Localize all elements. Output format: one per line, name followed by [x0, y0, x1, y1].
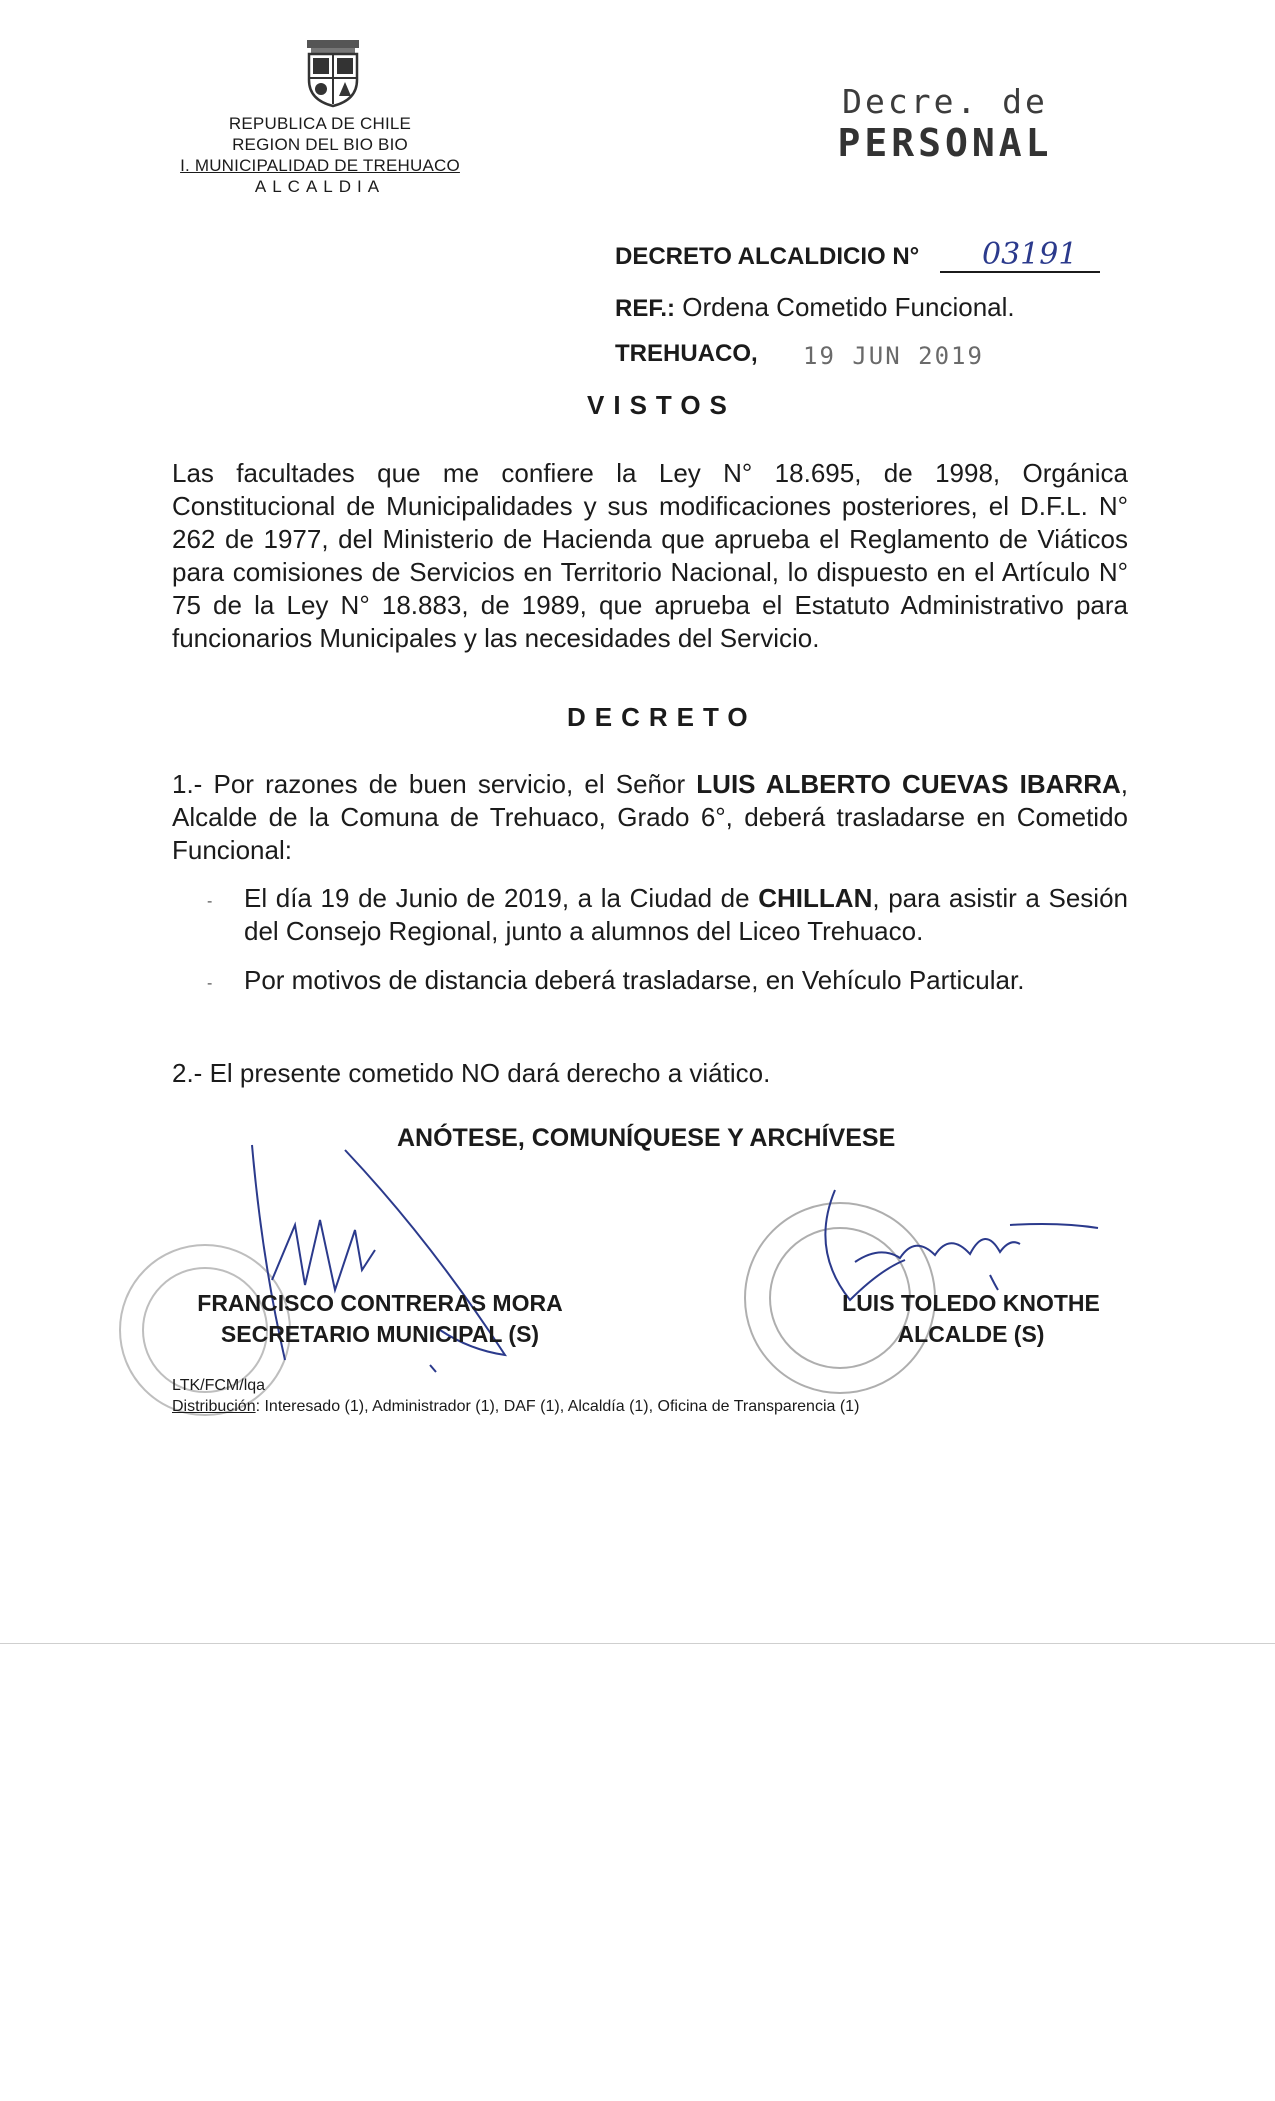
- date-stamp: 19 JUN 2019: [803, 342, 984, 370]
- distribution-line: [172, 1398, 859, 1416]
- decree-item-1: [172, 768, 1128, 867]
- secretary-name: FRANCISCO CONTRERAS MORA: [197, 1290, 563, 1316]
- author-initials: LTK/FCM/lqa: [172, 1377, 266, 1394]
- destination-city: CHILLAN: [758, 883, 873, 913]
- mayor-signature-block: [770, 1288, 1110, 1350]
- bullet-marker: -: [207, 975, 213, 992]
- vistos-paragraph: Las facultades que me confiere la Ley N° 18.695, de 1998, Orgánica Constitucional de Municipalidades y sus modificaciones posteriores, el D.F.L. N° 262 de 1977, del Ministerio de Hacienda que aprueba el Reglamento de Viáticos para comisiones de Servicios en Territorio Nacional, lo dispuesto en el Artículo N° 75 de la Ley N° 18.883, de 1989, que aprueba el Estatuto Administrativo para funcionarios Municipales y las necesidades del Servicio.: [172, 458, 1128, 653]
- bullet-marker: -: [207, 893, 213, 910]
- vistos-heading: VISTOS: [587, 390, 736, 420]
- blank-page-area: [0, 1643, 1275, 2101]
- distribution-label: Distribución: [172, 1398, 256, 1415]
- item1-suffix: , Alcalde de la Comuna de Trehuaco, Grado 6°, deberá trasladarse en Cometido Funcional:: [172, 769, 1128, 865]
- bullet1-suffix: , para asistir a Sesión del Consejo Regional, junto a alumnos del Liceo Trehuaco.: [244, 883, 1128, 946]
- header-municipality: I. MUNICIPALIDAD DE TREHUACO: [180, 156, 460, 175]
- decree-place: TREHUACO,: [615, 340, 758, 367]
- item1-prefix: 1.- Por razones de buen servicio, el Señor: [172, 769, 697, 799]
- institution-header: [160, 113, 480, 197]
- decree-type-stamp: [790, 82, 1100, 165]
- bullet1-prefix: El día 19 de Junio de 2019, a la Ciudad de: [244, 883, 759, 913]
- decree-label: DECRETO ALCALDICIO N°: [615, 243, 920, 270]
- mayor-signature: [825, 1190, 1098, 1300]
- decree-item-2: 2.- El presente cometido NO dará derecho a viático.: [172, 1058, 771, 1088]
- municipal-crest-logo: [293, 38, 373, 108]
- closing-formula: ANÓTESE, COMUNÍQUESE Y ARCHÍVESE: [397, 1124, 896, 1152]
- decree-bullet-2: Por motivos de distancia deberá trasladarse, en Vehículo Particular.: [244, 965, 1025, 995]
- decree-type-line1: Decre. de: [842, 82, 1048, 121]
- reference-line: [615, 292, 1015, 323]
- decree-bullet-1: [244, 882, 1128, 948]
- header-office: ALCALDIA: [254, 177, 386, 196]
- header-country: REPUBLICA DE CHILE: [228, 114, 412, 133]
- handwritten-decree-number: [940, 234, 1100, 274]
- official-name: LUIS ALBERTO CUEVAS IBARRA: [696, 769, 1121, 799]
- mayor-name: LUIS TOLEDO KNOTHE: [842, 1290, 1100, 1316]
- distribution-list: : Interesado (1), Administrador (1), DAF (1), Alcaldía (1), Oficina de Transparencia (1): [255, 1398, 860, 1415]
- mayor-title: ALCALDE (S): [897, 1321, 1045, 1347]
- header-region: REGION DEL BIO BIO: [232, 135, 408, 154]
- reference-label: REF.:: [615, 295, 675, 322]
- reference-text: Ordena Cometido Funcional.: [682, 292, 1015, 322]
- decreto-heading: DECRETO: [567, 702, 757, 732]
- secretary-title: SECRETARIO MUNICIPAL (S): [220, 1321, 540, 1347]
- secretary-signature-block: [180, 1288, 580, 1350]
- decree-type-line2: PERSONAL: [837, 121, 1053, 165]
- decree-number: 03191: [982, 237, 1078, 272]
